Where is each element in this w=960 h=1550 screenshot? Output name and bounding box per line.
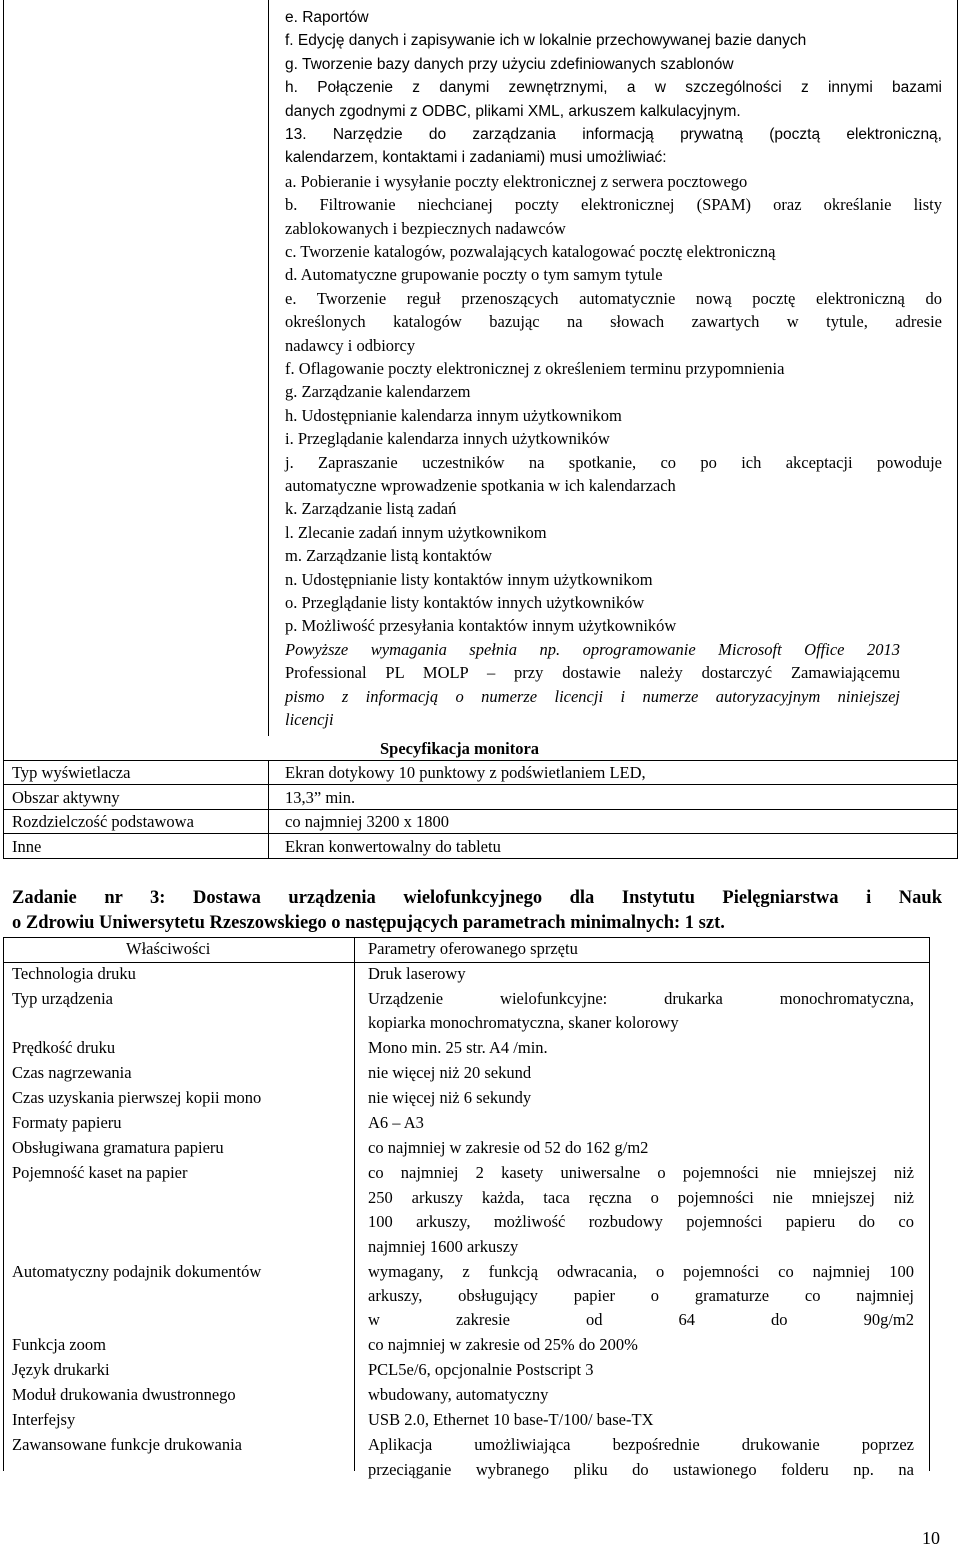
monitor-row-label: Typ wyświetlacza — [12, 763, 131, 782]
monitor-row-label: Inne — [12, 836, 42, 856]
list-line: danych zgodnymi z ODBC, plikami XML, arkuszem kalkulacyjnym. — [285, 102, 741, 120]
spec-row-label: Pojemność kaset na papier — [12, 1163, 188, 1183]
list-line: j. Zapraszanie uczestników na spotkanie, co po ich akceptacji powoduje — [285, 452, 942, 472]
list-line: e. Raportów — [285, 9, 369, 26]
header-properties: Właściwości — [126, 939, 211, 958]
spec-row-value: USB 2.0, Ethernet 10 base-T/100/ base-TX — [368, 1410, 654, 1430]
list-line: n. Udostępnianie listy kontaktów innym użytkownikom — [285, 569, 653, 589]
spec-row-value: przeciąganie wybranego pliku do ustawionego folderu np. na — [368, 1459, 914, 1479]
monitor-row-label: Rozdzielczość podstawowa — [12, 812, 194, 831]
header-divider — [4, 962, 929, 963]
spec-row-label: Interfejsy — [12, 1410, 76, 1430]
list-line: o. Przeglądanie listy kontaktów innych użytkowników — [285, 593, 645, 612]
spec-row-label: Czas uzyskania pierwszej kopii mono — [12, 1088, 262, 1108]
spec-row-value: co najmniej 2 kasety uniwersalne o pojemności nie mniejszej niż — [368, 1163, 914, 1183]
task-heading-line2: o Zdrowiu Uniwersytetu Rzeszowskiego o następujących parametrach minimalnych: 1 szt. — [12, 913, 725, 933]
list-line: g. Zarządzanie kalendarzem — [285, 382, 471, 402]
list-line: d. Automatyczne grupowanie poczty o tym samym tytule — [285, 265, 663, 285]
list-line: e. Tworzenie reguł przenoszących automatycznie nową pocztę elektroniczną do — [285, 288, 942, 308]
list-line: m. Zarządzanie listą kontaktów — [285, 546, 493, 566]
spec-row-label: Czas nagrzewania — [12, 1063, 132, 1083]
spec-row-label: Moduł drukowania dwustronnego — [12, 1385, 236, 1405]
list-line: automatyczne wprowadzenie spotkania w ich kalendarzach — [285, 476, 676, 495]
list-line: a. Pobieranie i wysyłanie poczty elektronicznej z serwera pocztowego — [285, 171, 748, 191]
spec-row-value: 250 arkuszy każda, taca ręczna o pojemności nie mniejszej niż — [368, 1187, 914, 1207]
spec-row-label: Technologia druku — [12, 964, 136, 983]
spec-row-value: wbudowany, automatyczny — [368, 1385, 549, 1405]
header-parameters: Parametry oferowanego sprzętu — [368, 939, 578, 958]
column-divider — [268, 0, 269, 736]
row-divider — [4, 784, 957, 785]
list-line: zablokowanych i bezpiecznych nadawców — [285, 218, 566, 238]
spec-row-label: Język drukarki — [12, 1360, 110, 1380]
spec-row-label: Funkcja zoom — [12, 1335, 106, 1355]
spec-row-label: Formaty papieru — [12, 1113, 122, 1133]
list-line: h. Połączenie z danymi zewnętrznymi, a w szczególności z innymi bazami — [285, 79, 942, 97]
spec-row-value: Urządzenie wielofunkcyjne: drukarka monochromatyczna, — [368, 989, 914, 1008]
spec-row-value: najmniej 1600 arkuszy — [368, 1236, 519, 1256]
list-line: nadawcy i odbiorcy — [285, 335, 416, 355]
list-line: 13. Narzędzie do zarządzania informacją prywatną (pocztą elektroniczną, — [285, 126, 942, 143]
spec-row-value: PCL5e/6, opcjonalnie Postscript 3 — [368, 1360, 594, 1380]
list-line: p. Możliwość przesyłania kontaktów innym użytkowników — [285, 616, 677, 636]
spec-row-value: nie więcej niż 6 sekundy — [368, 1088, 532, 1108]
monitor-row-value: co najmniej 3200 x 1800 — [285, 812, 450, 831]
spec-row-value: Aplikacja umożliwiająca bezpośrednie drukowanie poprzez — [368, 1435, 914, 1455]
spec-row-label: Obsługiwana gramatura papieru — [12, 1138, 224, 1158]
spec-row-value: A6 – A3 — [368, 1113, 424, 1133]
list-line: c. Tworzenie katalogów, pozwalających katalogować pocztę elektroniczną — [285, 242, 776, 261]
list-line: i. Przeglądanie kalendarza innych użytkowników — [285, 429, 610, 449]
spec-row-label: Zawansowane funkcje drukowania — [12, 1435, 242, 1455]
spec-row-value: w zakresie od 64 do 90g/m2 — [368, 1310, 914, 1330]
list-line: l. Zlecanie zadań innym użytkownikom — [285, 522, 547, 542]
list-line: f. Oflagowanie poczty elektronicznej z określeniem terminu przypomnienia — [285, 359, 785, 378]
spec-row-value: Mono min. 25 str. A4 /min. — [368, 1038, 548, 1058]
list-line: b. Filtrowanie niechcianej poczty elektronicznej (SPAM) oraz określanie listy — [285, 195, 942, 215]
spec-row-label: Typ urządzenia — [12, 989, 113, 1008]
spec-row-value: co najmniej w zakresie od 52 do 162 g/m2 — [368, 1138, 649, 1158]
spec-row-value: kopiarka monochromatyczna, skaner kolorowy — [368, 1013, 679, 1033]
note-line: Powyższe wymagania spełnia np. oprogramowanie Microsoft Office 2013 — [285, 639, 900, 659]
note-line: pismo z informacją o numerze licencji i numerze autoryzacyjnym niniejszej — [285, 686, 900, 706]
spec-row-label: Automatyczny podajnik dokumentów — [12, 1261, 262, 1281]
spec-row-value: wymagany, z funkcją odwracania, o pojemności co najmniej 100 — [368, 1261, 914, 1281]
list-line: kalendarzem, kontaktami i zadaniami) musi umożliwiać: — [285, 149, 667, 167]
list-line: określonych katalogów bazując na słowach zawartych w tytule, adresie — [285, 312, 942, 332]
monitor-row-value: Ekran konwertowalny do tabletu — [285, 836, 501, 856]
list-line: h. Udostępnianie kalendarza innym użytkownikom — [285, 405, 622, 425]
list-line: f. Edycję danych i zapisywanie ich w lokalnie przechowywanej bazie danych — [285, 32, 807, 50]
spec-row-label: Prędkość druku — [12, 1038, 116, 1058]
monitor-row-label: Obszar aktywny — [12, 787, 120, 807]
column-divider — [354, 938, 355, 1471]
monitor-row-value: 13,3” min. — [285, 787, 356, 807]
monitor-spec-heading: Specyfikacja monitora — [380, 739, 540, 758]
spec-row-value: arkuszy, obsługujący papier o gramaturze co najmniej — [368, 1286, 914, 1305]
list-line: k. Zarządzanie listą zadań — [285, 499, 457, 519]
note-line: Professional PL MOLP – przy dostawie należy dostarczyć Zamawiającemu — [285, 663, 900, 683]
monitor-row-value: Ekran dotykowy 10 punktowy z podświetlaniem LED, — [285, 763, 646, 782]
spec-row-value: co najmniej w zakresie od 25% do 200% — [368, 1335, 638, 1355]
note-line: licencji — [285, 710, 334, 729]
task-heading-line1: Zadanie nr 3: Dostawa urządzenia wielofunkcyjnego dla Instytutu Pielęgniarstwa i Nauk — [12, 888, 942, 908]
spec-row-value: Druk laserowy — [368, 964, 466, 983]
list-line: g. Tworzenie bazy danych przy użyciu zdefiniowanych szablonów — [285, 55, 734, 73]
spec-row-value: nie więcej niż 20 sekund — [368, 1063, 532, 1083]
spec-row-value: 100 arkuszy, możliwość rozbudowy pojemności papieru do co — [368, 1212, 914, 1232]
page-number: 10 — [922, 1528, 940, 1548]
